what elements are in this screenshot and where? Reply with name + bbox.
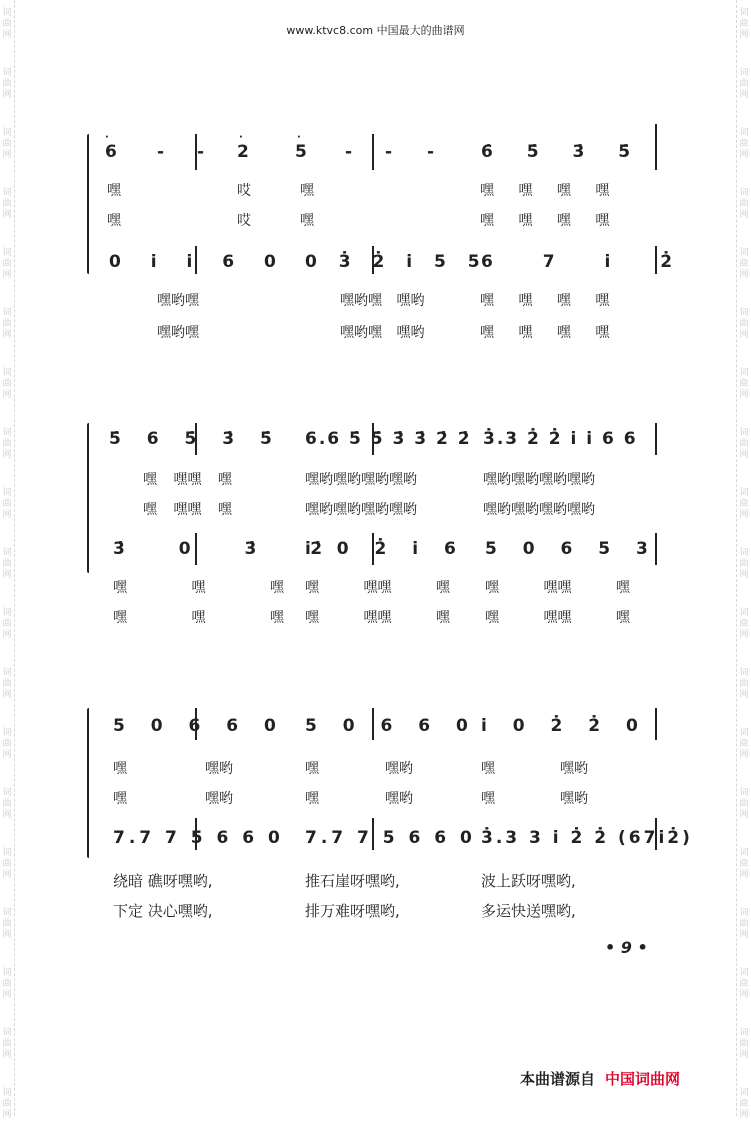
watermark-mark: 词 曲 网 (739, 308, 749, 340)
watermark-mark: 词 曲 网 (2, 968, 12, 1000)
score-system-2: 5̇ 6 5̇ 3̇ 5̇ 6.6 5̇ 5̇ 3̇ 3̇ 2̇ 2̇ 3̇.3 2̇ 2̇ i i 6 6 嘿 嘿嘿 嘿 嘿哟嘿哟嘿哟嘿哟 嘿哟嘿哟嘿哟嘿哟 嘿 嘿嘿 嘿 嘿哟嘿哟嘿哟嘿哟 嘿哟嘿哟嘿哟嘿哟 3̇ 0 3̇ 2̇ i 0 2̇ i 6 5 0 6 5 3 嘿 嘿 嘿 嘿 嘿嘿 嘿 嘿 嘿嘿 嘿 嘿 嘿 嘿 嘿 嘿嘿 嘿 嘿 嘿嘿 嘿 (95, 415, 660, 635)
watermark-mark: 词 曲 网 (2, 1028, 12, 1060)
page-number: • 9 • (605, 938, 648, 957)
watermark-mark: 词 曲 网 (2, 68, 12, 100)
watermark-mark: 词 曲 网 (2, 248, 12, 280)
upper-notes-measure-3: 6̇ 5̇ 3̇ 5̇ (481, 142, 645, 162)
watermark-mark: 词 曲 网 (739, 248, 749, 280)
score-system-1-lyrics: 嘿哟嘿 嘿哟嘿 嘿哟 嘿 嘿 嘿 嘿 嘿哟嘿 嘿哟嘿 嘿哟 嘿 嘿 嘿 嘿 (157, 293, 610, 341)
watermark-mark: 词 曲 网 (2, 308, 12, 340)
watermark-mark: 词 曲 网 (2, 548, 12, 580)
watermark-mark: 词 曲 网 (2, 188, 12, 220)
watermark-mark: 词 曲 网 (739, 428, 749, 460)
watermark-mark: 词 曲 网 (739, 128, 749, 160)
score-system-1: 6 · - - 2 · 5 · - - - 6̇ 5̇ 3̇ 5̇ 嘿 哎 嘿 嘿 嘿 嘿 嘿 嘿 哎 嘿 嘿 嘿 嘿 嘿 0 i i 6 0 0 3̇ 2̇ i 5 5 6 7 i 2̇ (95, 118, 660, 278)
watermark-mark: 词 曲 网 (2, 608, 12, 640)
watermark-mark: 词 曲 网 (739, 1088, 749, 1120)
watermark-mark: 词 曲 网 (739, 908, 749, 940)
left-margin-strip (0, 0, 15, 1120)
watermark-mark: 词 曲 网 (2, 1088, 12, 1120)
watermark-mark: 词 曲 网 (739, 488, 749, 520)
watermark-mark: 词 曲 网 (2, 368, 12, 400)
watermark-mark: 词 曲 网 (2, 788, 12, 820)
watermark-mark: 词 曲 网 (739, 1028, 749, 1060)
watermark-mark: 词 曲 网 (2, 728, 12, 760)
watermark-mark: 词 曲 网 (2, 428, 12, 460)
watermark-mark: 词 曲 网 (739, 68, 749, 100)
source-footer (520, 1068, 680, 1089)
site-header: www.ktvc8.com 中国最大的曲谱网 (286, 24, 465, 37)
watermark-mark: 词 曲 网 (2, 668, 12, 700)
watermark-mark: 词 曲 网 (739, 788, 749, 820)
watermark-mark: 词 曲 网 (739, 8, 749, 40)
watermark-mark: 词 曲 网 (2, 8, 12, 40)
watermark-mark: 词 曲 网 (739, 188, 749, 220)
watermark-mark: 词 曲 网 (2, 488, 12, 520)
watermark-mark: 词 曲 网 (2, 128, 12, 160)
right-margin-strip (736, 0, 751, 1120)
watermark-mark: 词 曲 网 (739, 548, 749, 580)
watermark-mark: 词 曲 网 (739, 968, 749, 1000)
watermark-mark: 词 曲 网 (2, 848, 12, 880)
source-label: 本曲谱源自 (520, 1070, 596, 1088)
watermark-mark: 词 曲 网 (739, 368, 749, 400)
watermark-mark: 词 曲 网 (739, 728, 749, 760)
watermark-mark: 词 曲 网 (739, 848, 749, 880)
brand-link[interactable]: 中国词曲网 (605, 1070, 681, 1088)
score-system-3: 5 0 6 6 0 5 0 6 6 0 i 0 2̇ 2̇ 0 嘿 嘿哟 嘿 嘿哟 嘿 嘿哟 嘿 嘿哟 嘿 嘿哟 嘿 嘿哟 7.7 7 5 6 6 0 7.7 7 5 6 6 0 3̇.3 3 i 2̇ 2̇ (67i2̇) 绕暗 礁呀嘿哟, 推石崖呀嘿哟, 波上跃呀嘿哟, 下定 决心嘿哟, 排万难呀嘿哟, 多运快送嘿哟, (95, 700, 660, 930)
watermark-mark: 词 曲 网 (739, 608, 749, 640)
watermark-mark: 词 曲 网 (2, 908, 12, 940)
watermark-mark: 词 曲 网 (739, 668, 749, 700)
